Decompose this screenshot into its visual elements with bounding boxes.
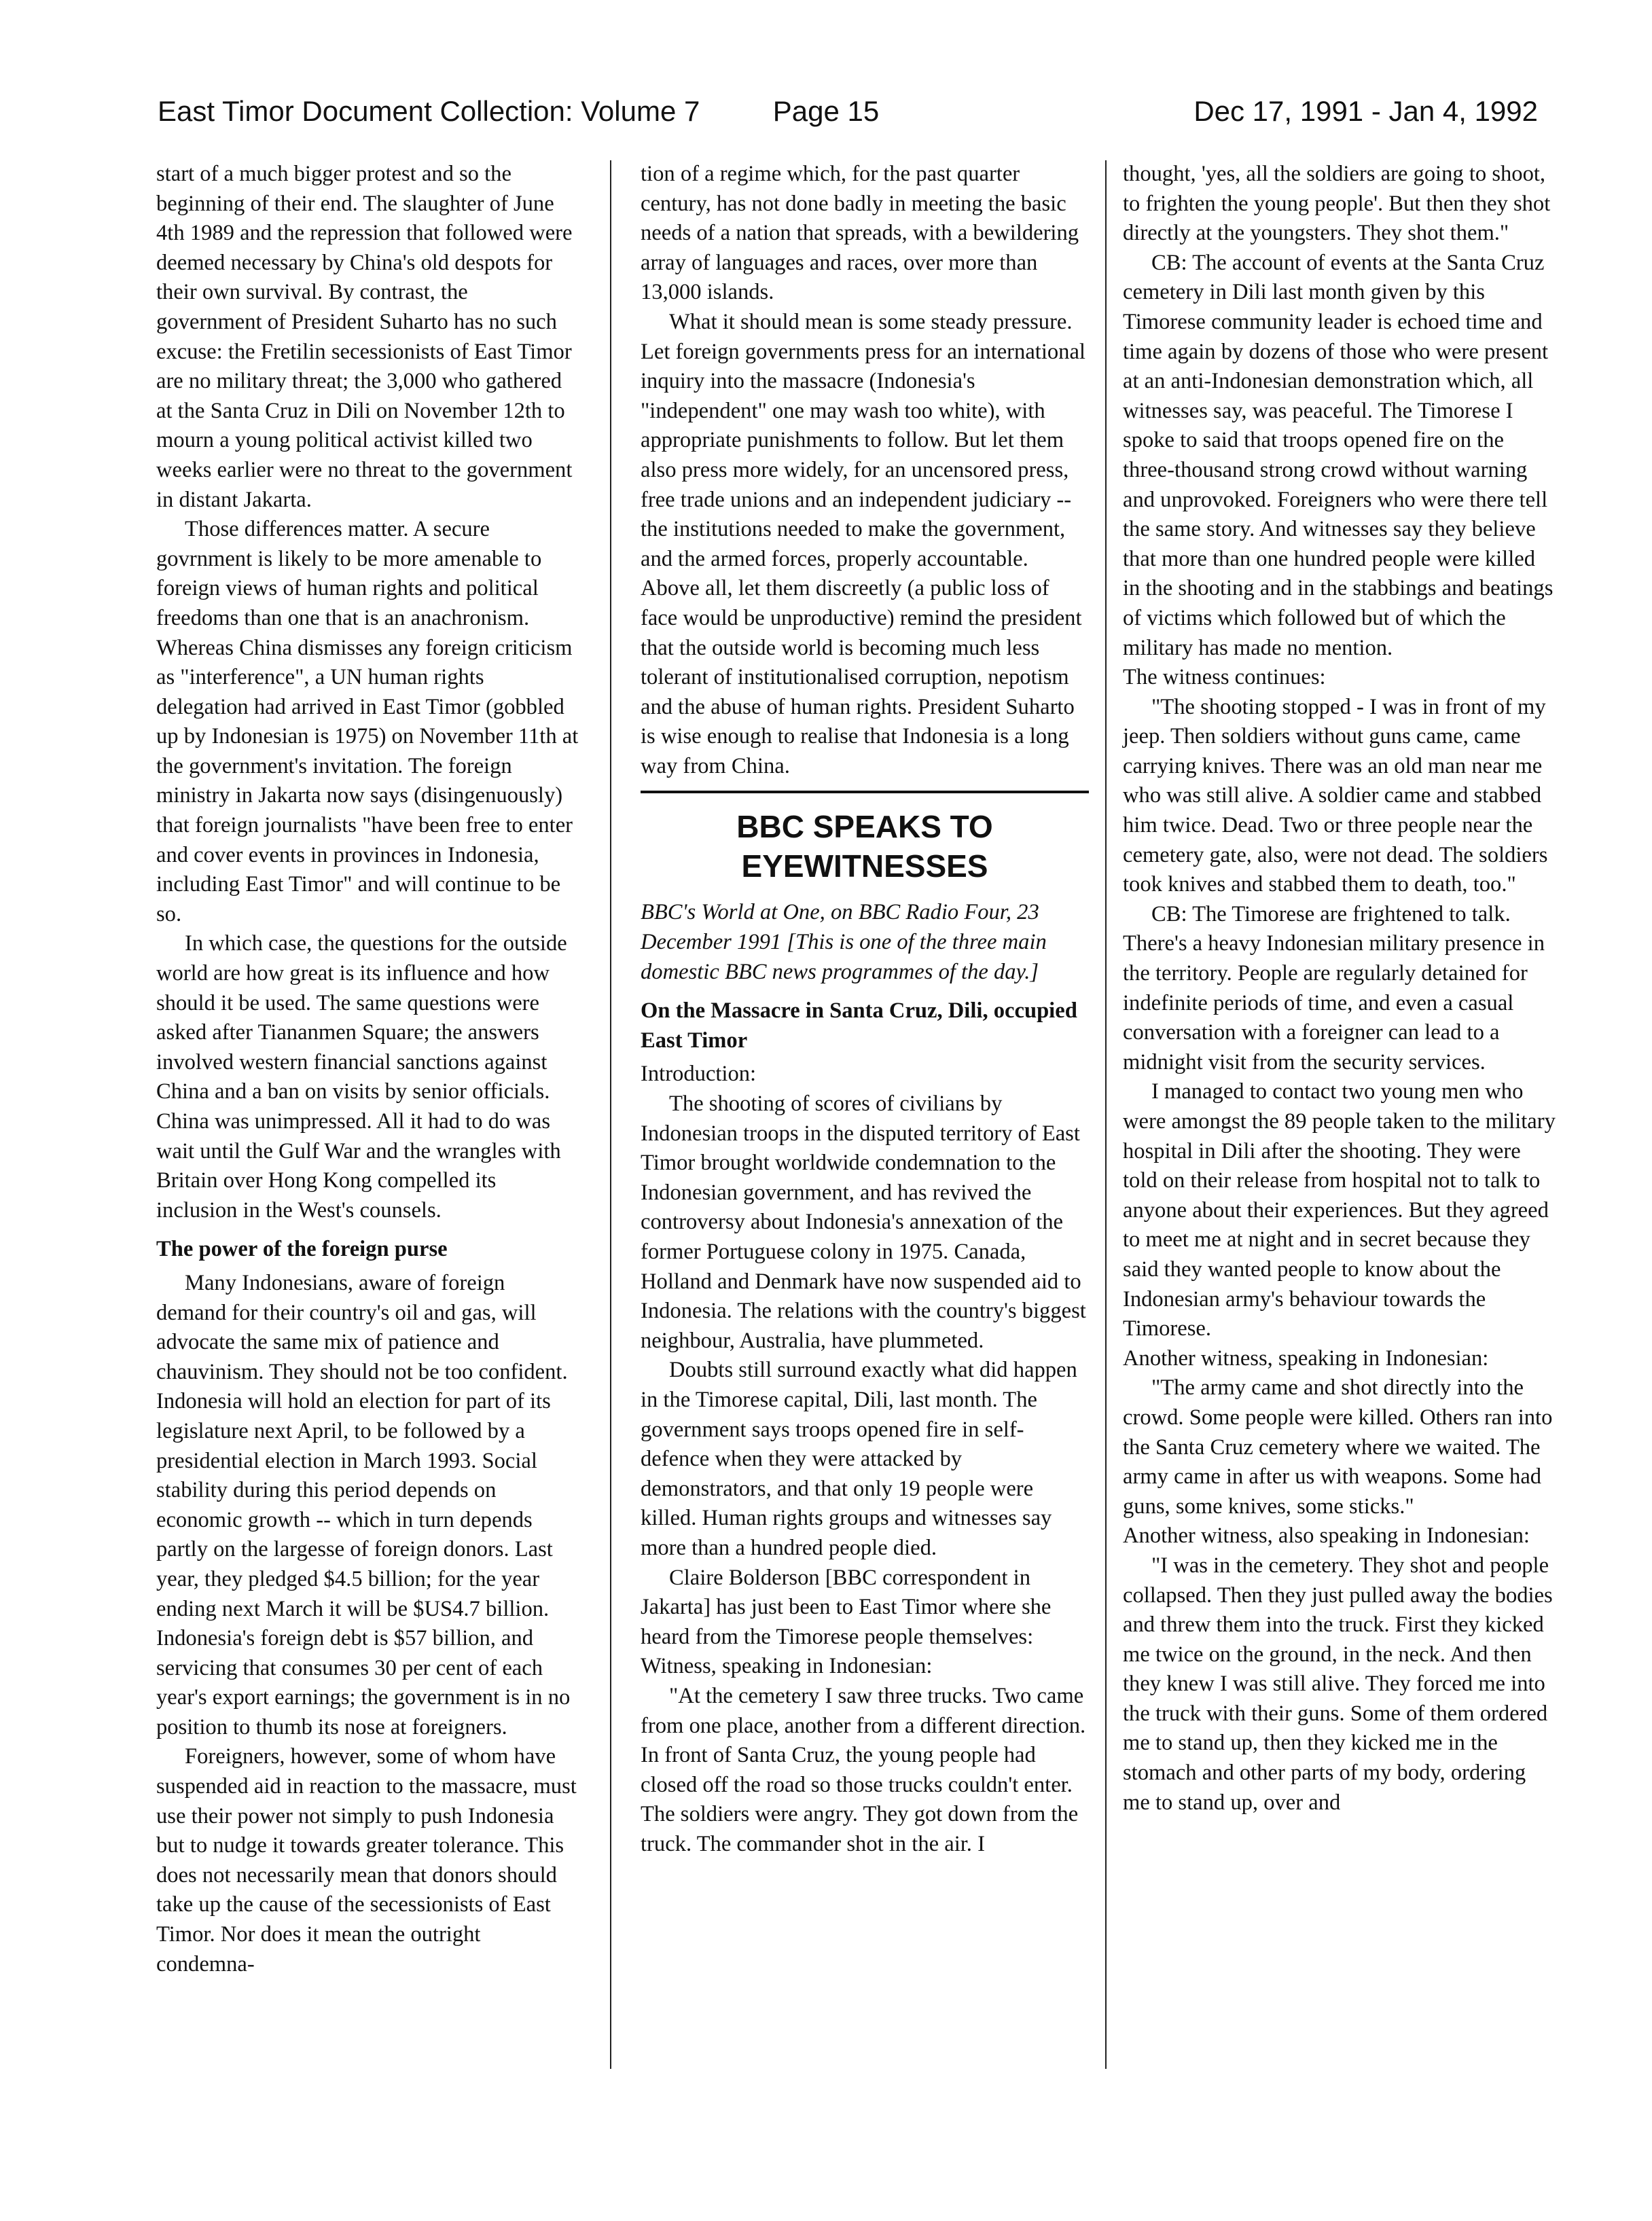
column-3	[1123, 160, 1558, 1818]
paragraph: Many Indonesians, aware of foreign demand for their country's oil and gas, will advocate the same mix of patience and chauvinism. They should not be too confident. Indonesia will hold an election for part of its legislature next April, to be followed by a presidential election in March 1993. Social stability during this period depends on economic growth -- which in turn depends partly on the largesse of foreign donors. Last year, they pledged $4.5 billion; for the year ending next March it will be $US4.7 billion. Indonesia's foreign debt is $57 billion, and servicing that consumes 30 per cent of each year's export earnings; the government is in no position to thumb its nose at foreigners.	[156, 1270, 571, 1739]
section-heading: On the Massacre in Santa Cruz, Dili, occupied East Timor	[641, 998, 1077, 1053]
paragraph: thought, 'yes, all the soldiers are going to shoot, to frighten the young people'. But then they shot directly at the youngsters. They shot them."	[1123, 162, 1551, 246]
column-2	[641, 160, 1089, 1859]
speaker-line: Witness, speaking in Indonesian:	[641, 1654, 933, 1679]
article-separator	[641, 791, 1089, 793]
paragraph: I managed to contact two young men who were amongst the 89 people taken to the military hospital in Dili after the shooting. They were told on their release from hospital not to talk to anyone about their experiences. But they agreed to meet me at night and in secret because they said they wanted people to know about the Indonesian army's behaviour towards the Timorese.	[1123, 1079, 1556, 1341]
quote: "I was in the cemetery. They shot and people collapsed. Then they just pulled away the bodies and threw them into the truck. First they kicked me twice on the ground, in the neck. And then they knew I was still alive. They forced me into the truck with their guns. Some of them ordered me to stand up, then they kicked me in the stomach and other parts of my body, ordering me to stand up, over and	[1123, 1553, 1553, 1815]
paragraph: What it should mean is some steady pressure. Let foreign governments press for an international inquiry into the massacre (Indonesia's "independent" one may wash too white), with appropriate punishments to follow. But let them also press more widely, for an uncensored press, free trade unions and an independent judiciary -- the institutions needed to make the government, and the armed forces, properly accountable. Above all, let them discreetly (a public loss of face would be unproductive) remind the president that the outside world is becoming much less tolerant of institutionalised corruption, nepotism and the abuse of human rights. President Suharto is wise enough to realise that Indonesia is a long way from China.	[641, 309, 1085, 778]
date-range: Dec 17, 1991 - Jan 4, 1992	[1193, 95, 1538, 127]
column-divider	[610, 160, 611, 2069]
page-header	[0, 95, 1652, 136]
paragraph: Introduction:	[641, 1062, 757, 1087]
paragraph: Those differences matter. A secure govrnment is likely to be more amenable to foreign views of human rights and political freedoms than one that is an anachronism. Whereas China dismisses any foreign criticism as "interference", a UN human rights delegation had arrived in East Timor (gobbled up by Indonesian is 1975) on November 11th at the government's invitation. The foreign ministry in Jakarta now says (disingenuously) that foreign journalists "have been free to enter and cover events in provinces in Indonesia, including East Timor" and will continue to be so.	[156, 517, 579, 926]
section-heading: The power of the foreign purse	[156, 1237, 448, 1262]
paragraph: tion of a regime which, for the past quarter century, has not done badly in meeting the basic needs of a nation that spreads, with a bewildering array of languages and races, over more than 13,000 islands.	[641, 162, 1079, 305]
quote: "The army came and shot directly into the crowd. Some people were killed. Others ran into the Santa Cruz cemetery where we waited. The army came in after us with weapons. Some had guns, some knives, some sticks."	[1123, 1375, 1553, 1519]
paragraph: Claire Bolderson [BBC correspondent in Jakarta] has just been to East Timor where she heard from the Timorese people themselves:	[641, 1565, 1052, 1649]
quote: "At the cemetery I saw three trucks. Two came from one place, another from a different direction. In front of Santa Cruz, the young people had closed off the road so those trucks couldn't enter. The soldiers were angry. They got down from the truck. The commander shot in the air. I	[641, 1683, 1086, 1856]
paragraph: CB: The account of events at the Santa Cruz cemetery in Dili last month given by this Timorese community leader is echoed time and time again by dozens of those who were present at an anti-Indonesian demonstration which, all witnesses say, was peaceful. The Timorese I spoke to said that troops opened fire on the three-thousand strong crowd without warning and unprovoked. Foreigners who were there tell the same story. And witnesses say they believe that more than one hundred people were killed in the shooting and in the stabbings and beatings of victims which followed but of which the military has made no mention.	[1123, 250, 1554, 660]
speaker-line: Another witness, also speaking in Indonesian:	[1123, 1523, 1530, 1549]
paragraph: Foreigners, however, some of whom have suspended aid in reaction to the massacre, must use their power not simply to push Indonesia but to nudge it towards greater tolerance. This does not necessarily mean that donors should take up the cause of the secessionists of East Timor. Nor does it mean the outright condemna-	[156, 1744, 577, 1976]
paragraph: The shooting of scores of civilians by Indonesian troops in the disputed territory of East Timor brought worldwide condemnation to the Indonesian government, and has revived the controversy about Indonesia's annexation of the former Portuguese colony in 1975. Canada, Holland and Denmark have now suspended aid to Indonesia. The relations with the country's biggest neighbour, Australia, have plummeted.	[641, 1091, 1086, 1353]
paragraph: Doubts still surround exactly what did happen in the Timorese capital, Dili, last month. The government says troops opened fire in self-defence when they were attacked by demonstrators, and that only 19 people were killed. Human rights groups and witnesses say more than a hundred people died.	[641, 1358, 1077, 1560]
page-number: Page 15	[772, 95, 880, 127]
column-divider	[1105, 160, 1107, 2069]
paragraph: In which case, the questions for the outside world are how great is its influence and how should it be used. The same questions were asked after Tiananmen Square; the answers involved western financial sanctions against China and a ban on visits by senior officials. China was unimpressed. All it had to do was wait until the Gulf War and the wrangles with Britain over Hong Kong compelled its inclusion in the West's counsels.	[156, 931, 567, 1223]
speaker-line: Another witness, speaking in Indonesian:	[1123, 1346, 1489, 1371]
paragraph: start of a much bigger protest and so the beginning of their end. The slaughter of June 4th 1989 and the repression that followed were deemed necessary by China's old despots for their own survival. By contrast, the government of President Suharto has no such excuse: the Fretilin secessionists of East Timor are no military threat; the 3,000 who gathered at the Santa Cruz in Dili on November 12th to mourn a young political activist killed two weeks earlier were no threat to the government in distant Jakarta.	[156, 162, 573, 512]
publication-title: East Timor Document Collection: Volume 7	[158, 95, 700, 127]
paragraph: CB: The Timorese are frightened to talk. There's a heavy Indonesian military presence in the territory. People are regularly detained for indefinite periods of time, and even a casual conversation with a foreigner can lead to a midnight visit from the security services.	[1123, 901, 1545, 1075]
article-title: BBC SPEAKS TO EYEWITNESSES	[736, 809, 993, 884]
column-1	[156, 160, 579, 1979]
source-line: BBC's World at One, on BBC Radio Four, 23 December 1991 [This is one of the three main domestic BBC news programmes of the day.]	[641, 900, 1047, 984]
quote: "The shooting stopped - I was in front of my jeep. Then soldiers without guns came, came carrying knives. There was an old man near me who was still alive. A soldier came and stabbed him twice. Dead. Two or three people near the cemetery gate, also, were not dead. The soldiers took knives and stabbed them to death, too."	[1123, 694, 1548, 897]
speaker-line: The witness continues:	[1123, 665, 1326, 690]
